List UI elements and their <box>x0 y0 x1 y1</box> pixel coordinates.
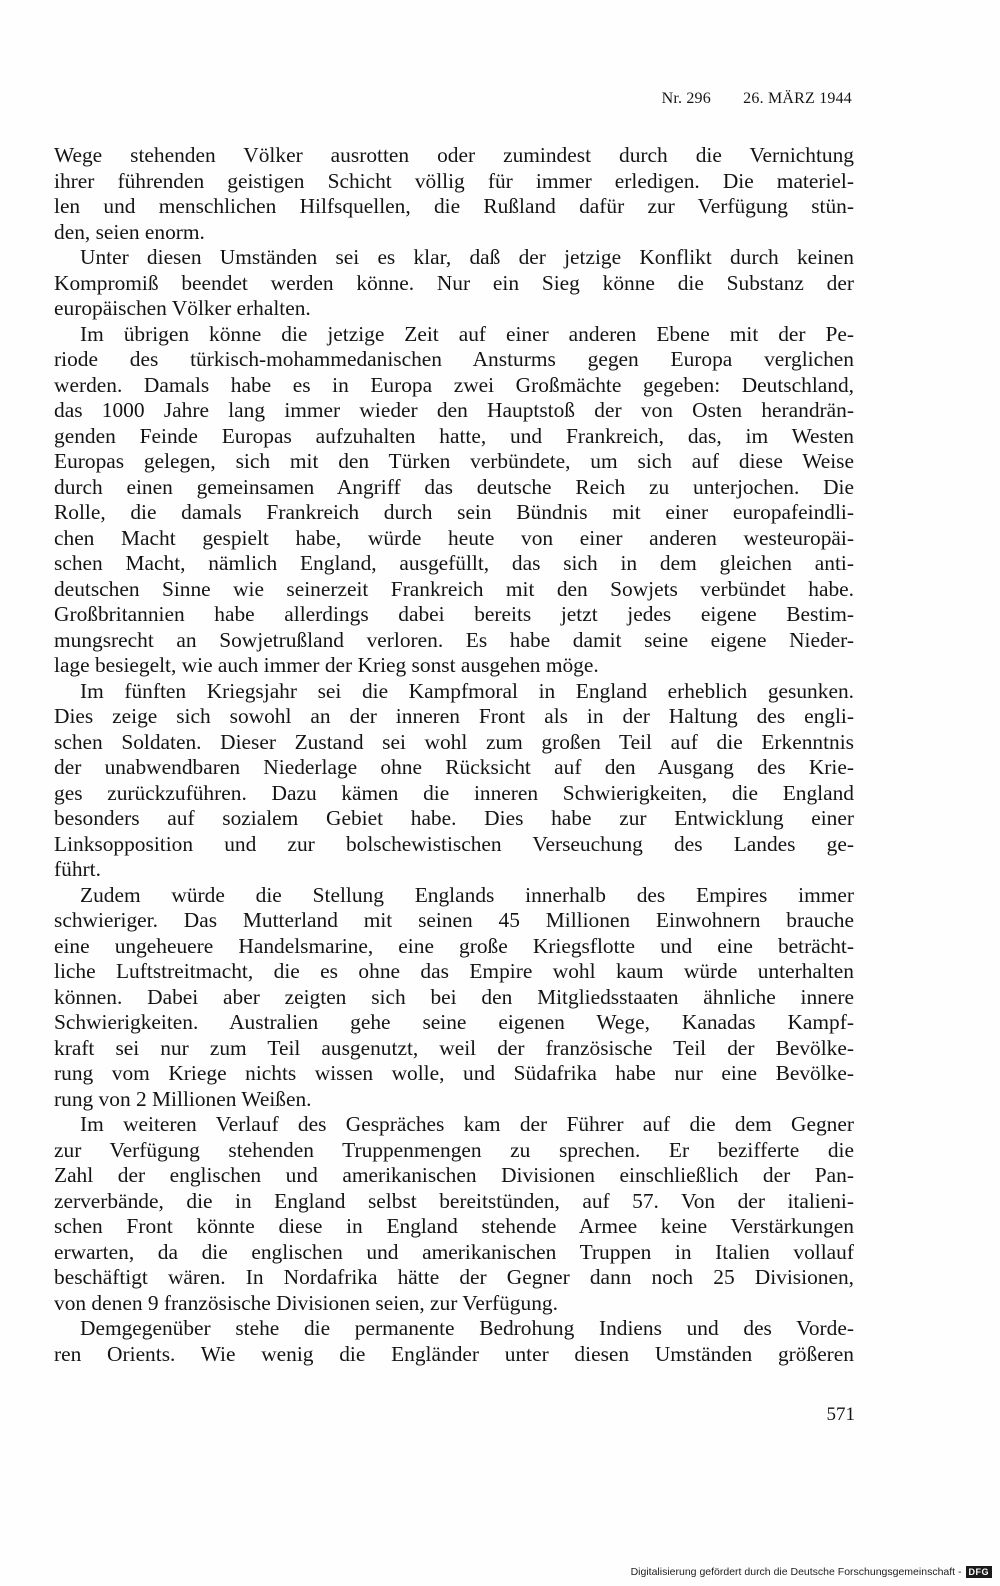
paragraph <box>54 1316 854 1367</box>
paragraph <box>54 1112 854 1316</box>
text-line: das 1000 Jahre lang immer wieder den Hauptstoß der von Osten herandrän- <box>54 398 854 422</box>
text-line: ihrer führenden geistigen Schicht völlig für immer erledigen. Die materiel- <box>54 168 854 193</box>
text-line: kraft sei nur zum Teil ausgenutzt, weil der französische Teil der Bevölke- <box>54 1035 854 1060</box>
text-line: Dies zeige sich sowohl an der inneren Front als in der Haltung des engli- <box>54 704 854 728</box>
paragraph <box>54 245 854 322</box>
text-line: können. Dabei aber zeigten sich bei den Mitgliedsstaaten ähnliche innere <box>54 984 854 1009</box>
text-line: europäischen Völker erhalten. <box>54 296 311 320</box>
text-line: durch einen gemeinsamen Angriff das deutsche Reich zu unterjochen. Die <box>54 474 854 499</box>
text-line: Zahl der englischen und amerikanischen Divisionen einschließlich der Pan- <box>54 1163 854 1187</box>
text-line: rung von 2 Millionen Weißen. <box>54 1086 312 1111</box>
text-line: schen Front könnte diese in England stehende Armee keine Verstärkungen <box>54 1214 854 1238</box>
text-line: liche Luftstreitmacht, die es ohne das Empire wohl kaum würde unterhalten <box>54 959 854 983</box>
text-line: Kompromiß beendet werden könne. Nur ein Sieg könne die Substanz der <box>54 270 854 295</box>
text-line: Großbritannien habe allerdings dabei bereits jetzt jedes eigene Bestim- <box>54 602 854 626</box>
text-line: Zudem würde die Stellung Englands innerhalb des Empires immer <box>80 882 854 907</box>
text-line: rung vom Kriege nichts wissen wolle, und Südafrika habe nur eine Bevölke- <box>54 1061 854 1085</box>
running-head <box>662 90 852 108</box>
digitization-credit <box>631 1566 992 1578</box>
text-line: Linksopposition und zur bolschewistischen Verseuchung des Landes ge- <box>54 831 854 856</box>
text-line: chen Macht gespielt habe, würde heute von einer anderen westeuropäi- <box>54 525 854 550</box>
text-line: len und menschlichen Hilfsquellen, die Rußland dafür zur Verfügung stün- <box>54 194 854 218</box>
text-line: den, seien enorm. <box>54 219 205 244</box>
text-line: genden Feinde Europas aufzuhalten hatte, und Frankreich, das, im Westen <box>54 423 854 448</box>
text-line: führt. <box>54 857 101 881</box>
text-line: der unabwendbaren Niederlage ohne Rücksicht auf den Ausgang des Krie- <box>54 755 854 779</box>
paragraph <box>54 322 854 679</box>
paragraph <box>54 143 854 245</box>
text-line: mungsrecht an Sowjetrußland verloren. Es habe damit seine eigene Nieder- <box>54 627 854 652</box>
text-line: schen Soldaten. Dieser Zustand sei wohl zum großen Teil auf die Erkenntnis <box>54 729 854 754</box>
text-line: Im weiteren Verlauf des Gespräches kam der Führer auf die dem Gegner <box>80 1112 854 1136</box>
text-line: erwarten, da die englischen und amerikanischen Truppen in Italien vollauf <box>54 1239 854 1264</box>
text-line: werden. Damals habe es in Europa zwei Großmächte gegeben: Deutschland, <box>54 372 854 397</box>
page-number: 571 <box>826 1404 855 1425</box>
document-number: Nr. 296 <box>661 90 711 107</box>
text-line: beschäftigt wären. In Nordafrika hätte der Gegner dann noch 25 Divisionen, <box>54 1265 854 1289</box>
paragraph <box>54 679 854 883</box>
text-line: schwieriger. Das Mutterland mit seinen 45 Millionen Einwohnern brauche <box>54 908 854 932</box>
text-line: ges zurückzuführen. Dazu kämen die inneren Schwierigkeiten, die England <box>54 780 854 805</box>
document-date: 26. MÄRZ 1944 <box>743 90 852 107</box>
text-line: besonders auf sozialem Gebiet habe. Dies habe zur Entwicklung einer <box>54 806 854 830</box>
text-line: Unter diesen Umständen sei es klar, daß der jetzige Konflikt durch keinen <box>80 245 854 269</box>
text-line: zur Verfügung stehenden Truppenmengen zu sprechen. Er bezifferte die <box>54 1137 854 1162</box>
credit-text: Digitalisierung gefördert durch die Deutsche Forschungsgemeinschaft - <box>630 1566 962 1578</box>
text-line: Europas gelegen, sich mit den Türken verbündete, um sich auf diese Weise <box>54 449 854 473</box>
text-line: von denen 9 französische Divisionen seien, zur Verfügung. <box>54 1290 558 1315</box>
text-line: Rolle, die damals Frankreich durch sein Bündnis mit einer europafeindli- <box>54 500 854 524</box>
text-line: Im fünften Kriegsjahr sei die Kampfmoral in England erheblich gesunken. <box>80 678 854 703</box>
text-line: ren Orients. Wie wenig die Engländer unter diesen Umständen größeren <box>54 1341 854 1366</box>
paragraph <box>54 883 854 1113</box>
text-line: Schwierigkeiten. Australien gehe seine eigenen Wege, Kanadas Kampf- <box>54 1010 854 1034</box>
text-line: Im übrigen könne die jetzige Zeit auf einer anderen Ebene mit der Pe- <box>80 321 854 346</box>
text-line: zerverbände, die in England selbst bereitstünden, auf 57. Von der italieni- <box>54 1188 854 1213</box>
text-line: Demgegenüber stehe die permanente Bedrohung Indiens und des Vorde- <box>80 1316 854 1340</box>
text-line: lage besiegelt, wie auch immer der Krieg sonst ausgehen möge. <box>54 653 599 677</box>
text-line: Wege stehenden Völker ausrotten oder zumindest durch die Vernichtung <box>54 143 854 167</box>
text-line: eine ungeheuere Handelsmarine, eine große Kriegsflotte und eine beträcht- <box>54 933 854 958</box>
text-line: deutschen Sinne wie seinerzeit Frankreich mit den Sowjets verbündet habe. <box>54 576 854 601</box>
text-line: schen Macht, nämlich England, ausgefüllt, das sich in dem gleichen anti- <box>54 551 854 575</box>
dfg-logo: DFG <box>966 1566 993 1578</box>
body-text <box>54 143 854 1367</box>
text-line: riode des türkisch-mohammedanischen Ansturms gegen Europa verglichen <box>54 347 854 371</box>
